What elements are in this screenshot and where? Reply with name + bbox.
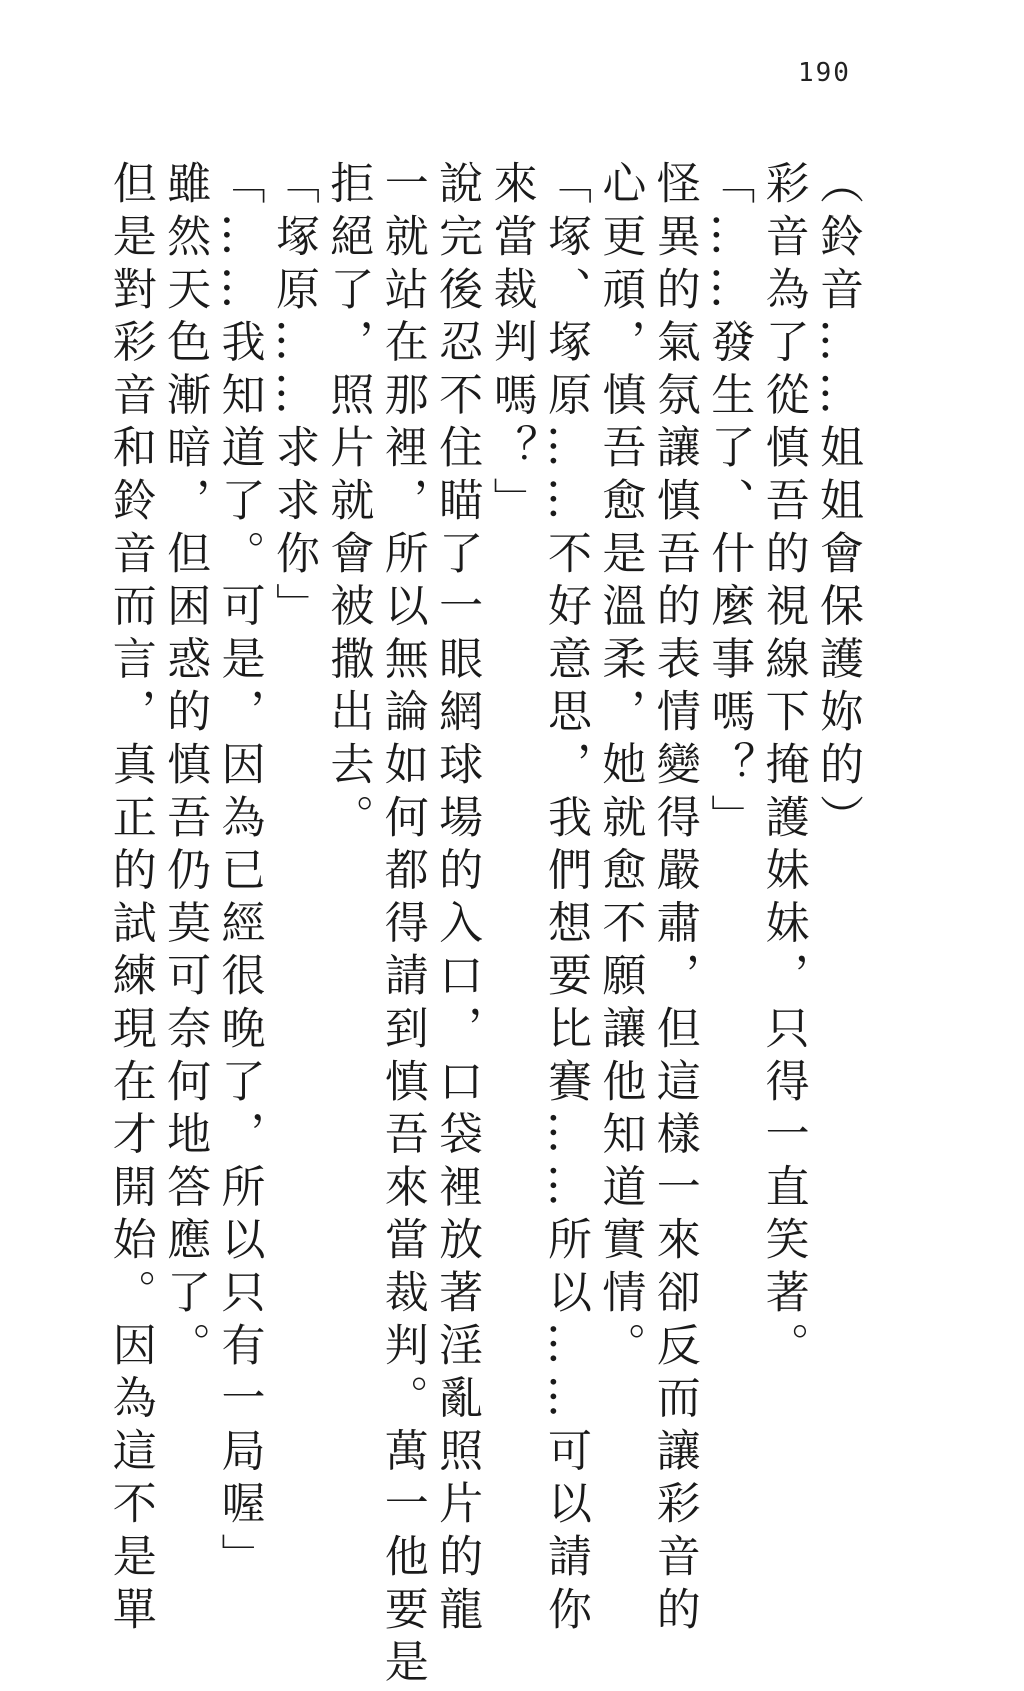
text-line: 「……發生了、什麼事嗎？」 [703,160,755,847]
text-line: 彩音為了從慎吾的視線下掩護妹妹，只得一直笑著。 [757,160,809,1375]
text-line: 心更頑，慎吾愈是溫柔，她就愈不願讓他知道實情。 [594,160,646,1375]
text-line: 說完後忍不住瞄了一眼網球場的入口，口袋裡放著淫亂照片的龍 [431,160,483,1639]
text-line: 「塚、塚原……不好意思，我們想要比賽……所以……可以請你 [539,160,591,1639]
text-line: 來當裁判嗎？」 [485,160,537,530]
text-line: 拒絕了，照片就會被撒出去。 [322,160,374,847]
text-line: （鈴音……姐姐會保護妳的） [812,160,863,847]
text-line: 一就站在那裡，所以無論如何都得請到慎吾來當裁判。萬一他要是 [376,160,428,1691]
text-line: 但是對彩音和鈴音而言，真正的試練現在才開始。因為這不是單 [104,160,156,1639]
text-line: 雖然天色漸暗，但困惑的慎吾仍莫可奈何地答應了。 [159,160,211,1375]
page-number: 190 [798,58,851,88]
body-text [102,160,864,1691]
text-line: 怪異的氣氛讓慎吾的表情變得嚴肅，但這樣一來卻反而讓彩音的 [648,160,700,1639]
text-line: 「塚原……求求你」 [267,160,319,636]
text-line: 「……我知道了。可是，因為已經很晚了，所以只有一局喔」 [213,160,265,1586]
